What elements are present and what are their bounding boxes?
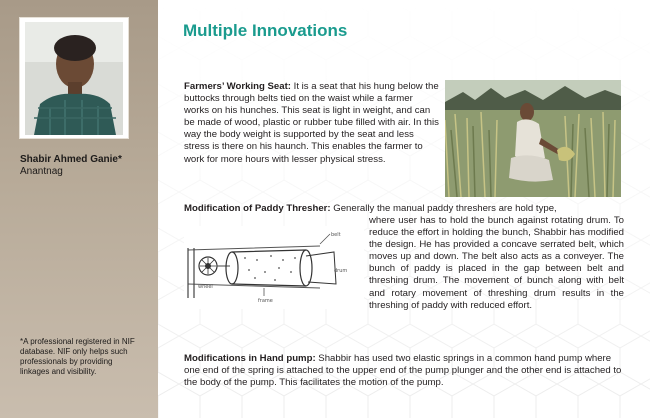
pump-paragraph bbox=[184, 353, 629, 389]
svg-text:frame: frame bbox=[258, 298, 273, 304]
seat-body: It is a seat that his hung below the buttocks through belts tied on the waist while a farmer works on his hunches. This seat is light in weight, and can be made of wood, plastic or rubber tube filled with air. In this way the body weight is supported by the seat and less stress is there on his haunch. This enables the farmer to work for more hours with lesser physical stress. bbox=[184, 81, 439, 165]
farmer-field-photo bbox=[445, 80, 621, 197]
profile-sidebar bbox=[0, 0, 158, 418]
svg-text:drum: drum bbox=[334, 268, 348, 274]
page-title: Multiple Innovations bbox=[183, 21, 348, 40]
pump-body: Shabbir has used two elastic springs in a common hand pump where one end of the spring is attached to the upper end of the pump plunger and the other end is attached to the body of the pump. This facilitates the motion of the pump. bbox=[184, 353, 622, 389]
pump-title: Modifications in Hand pump: bbox=[184, 353, 316, 364]
svg-text:belt: belt bbox=[331, 232, 341, 238]
thresher-title: Modification of Paddy Thresher: bbox=[184, 203, 331, 214]
thresher-intro: Generally the manual paddy threshers are hold type, bbox=[330, 203, 557, 214]
thresher-body: where user has to hold the bunch against rotating drum. To reduce the effort in holding the bunch, Shabbir has modified the design. He has provided a concave serrated belt, which moves up and down. The belt also acts as a conveyer. The bunch of paddy is placed in the gap between belt and threshing drum. The movement of bunch along with belt and rotary movement of threshing drum results in the threshing of paddy with reduced effort. bbox=[369, 215, 624, 311]
person-place: Anantnag bbox=[20, 166, 63, 177]
svg-text:wheel: wheel bbox=[198, 284, 213, 290]
thresher-paragraph-intro bbox=[184, 203, 624, 215]
seat-paragraph bbox=[184, 81, 439, 166]
footnote: *A professional registered in NIF database. NIF only helps such professionals by providing linkages and visibility. bbox=[20, 337, 135, 376]
seat-title: Farmers’ Working Seat: bbox=[184, 81, 291, 92]
person-name: Shabir Ahmed Ganie* bbox=[20, 154, 122, 165]
thresher-sketch bbox=[184, 226, 364, 309]
portrait-photo bbox=[19, 17, 129, 139]
